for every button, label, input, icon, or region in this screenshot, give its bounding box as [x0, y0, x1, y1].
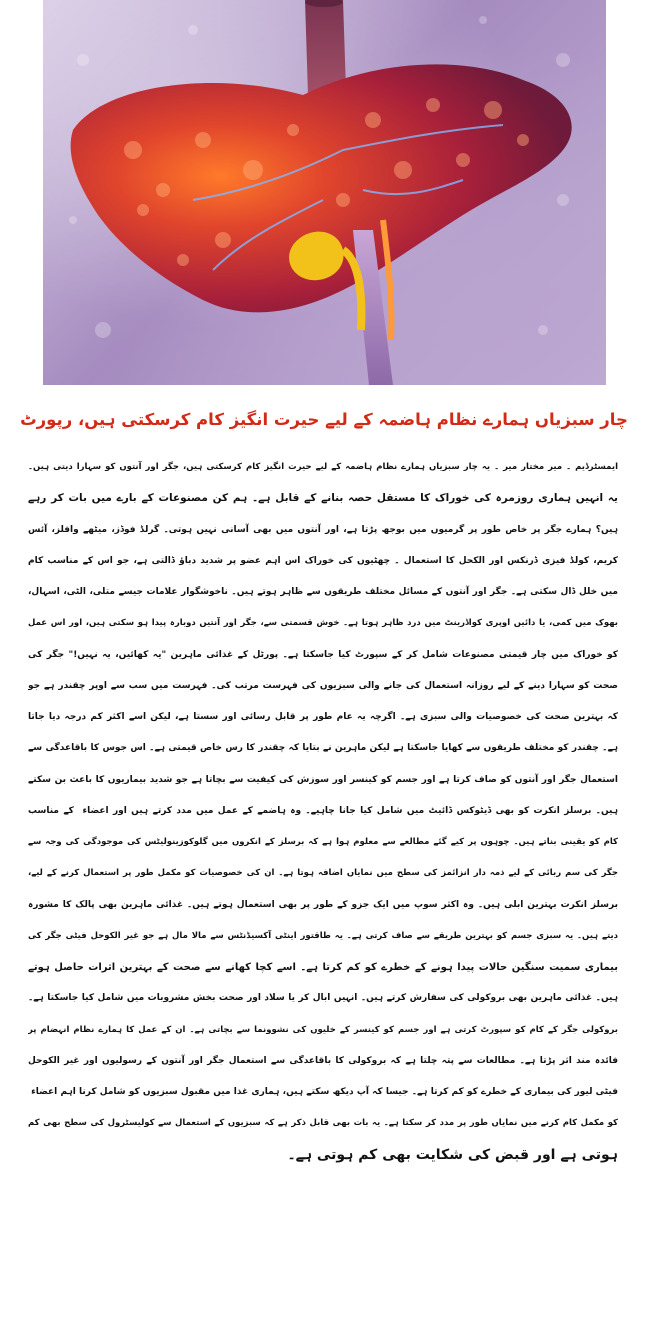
liver-illustration-icon: [43, 0, 606, 385]
article-line: فائدہ مند اثر پڑتا ہے۔ مطالعات سے پتہ چلتا ہے کہ بروکولی کا باقاعدگی سے استعمال جگر اور آنتوں کے رسولیوں اور غیر الکوحل: [28, 1055, 618, 1066]
article-line: برسلز انکرت بہترین ابلی ہیں۔ وہ اکثر سوپ میں ایک جزو کے طور پر بھی استعمال ہوتے ہیں۔ غذائی ماہرین بھی پالک کا مشورہ: [28, 899, 618, 910]
article-line: استعمال جگر اور آنتوں کو صاف کرتا ہے اور جسم کو کینسر اور سوزش کی کیفیت سے بچاتا ہے جو شدید بیماریوں کا باعث بن سکتے: [28, 774, 618, 785]
article-line: کریم، کولڈ فیزی ڈرنکس اور الکحل کا استعمال ۔ چھٹیوں کی خوراک اس اہم عضو پر شدید دباؤ ڈالتی ہے، جو اس کے مناسب کام: [28, 555, 618, 566]
article-line: بھوک میں کمی، یا دائیں اوپری کواڈرینٹ میں درد ظاہر ہوتا ہے۔ خوش قسمتی سے، جگر اور آنتیں دوبارہ پیدا ہو سکتی ہیں، اور اس عمل: [28, 618, 618, 629]
hero-image: [43, 0, 606, 385]
article-line: ہیں؟ ہمارے جگر پر خاص طور پر گرمیوں میں بوجھ پڑتا ہے، اور آنتوں میں بھی آسانی نہیں ہوتی۔ گرلڈ فوڈز، میٹھے وافلز، آئس: [28, 524, 618, 535]
article-line: میں خلل ڈال سکتی ہے۔ جگر اور آنتوں کے مسائل مختلف طریقوں سے ظاہر ہوتے ہیں۔ ناخوشگوار علامات جیسے متلی، الٹی، اسہال،: [28, 587, 618, 597]
article-line: بیماری سمیت سنگین حالات پیدا ہونے کے خطرے کو کم کرتا ہے۔ اسے کچا کھانے سے صحت کے بہترین اثرات حاصل ہوتے: [28, 962, 618, 973]
article-line: ہے۔ چقندر کو مختلف طریقوں سے کھایا جاسکتا ہے لیکن ماہرین نے بتایا کہ چقندر کا رس خاص قیمتی ہے۔ اس جوس کا باقاعدگی سے: [28, 743, 618, 754]
article-line: ہیں۔ غذائی ماہرین بھی بروکولی کی سفارش کرتے ہیں۔ انہیں ابال کر یا سلاد اور صحت بخش مشروبات میں شامل کیا جاسکتا ہے۔: [28, 993, 618, 1004]
article-line: کام کو یقینی بناتے ہیں۔ چوہوں پر کیے گئے مطالعے سے معلوم ہوا ہے کہ برسلز کے انکروں میں گلوکوزینولیٹس کی موجودگی کی وجہ سے: [28, 837, 618, 847]
article-body: [28, 452, 618, 1171]
article-line: ایمسٹرڈیم ۔ میر مختار میر ۔ یہ چار سبزیاں ہمارے نظام ہاضمہ کے لیے حیرت انگیز کام کرسکتی ہیں، جگر اور آنتوں کو سہارا دیتی ہیں۔: [28, 462, 618, 472]
article-line: یہ انہیں ہماری روزمرہ کی خوراک کا مستقل حصہ بنانے کے قابل ہے۔ ہم کن مصنوعات کے بارے میں بات کر رہے: [28, 492, 618, 505]
article-line: ہوتی ہے اور قبض کی شکایت بھی کم ہوتی ہے۔: [287, 1146, 618, 1163]
article-line: کو خوراک میں چار قیمتی مصنوعات شامل کر کے سپورٹ کیا جاسکتا ہے۔ پورٹل کے غذائی ماہرین "یہ کھائیں، یہ نہیں!" جگر کی: [28, 649, 618, 660]
article-line: بروکولی جگر کے کام کو سپورٹ کرتی ہے اور جسم کو کینسر کے خلیوں کی نشوونما سے بچاتی ہے۔ ان کے عمل کا ہمارے نظام انہضام پر: [28, 1024, 618, 1035]
article-line: صحت کو سہارا دینے کے لیے روزانہ استعمال کی جانے والی سبزیوں کی فہرست مرتب کی۔ فہرست میں سب سے اوپر چقندر ہے جو: [28, 680, 618, 691]
article-line: کو مکمل کام کرنے میں نمایاں طور پر مدد کر سکتا ہے۔ یہ بات بھی قابل ذکر ہے کہ سبزیوں کے استعمال سے کولیسٹرول کی سطح بھی کم: [28, 1118, 618, 1129]
article-line: دیتے ہیں۔ یہ سبزی جسم کو بہترین طریقے سے صاف کرتی ہے۔ یہ طاقتور اینٹی آکسیڈنٹس سے مالا مال ہے جو غیر الکوحل فیٹی جگر کی: [28, 930, 618, 941]
article-line: جگر کی سم ربائی کے لیے ذمہ دار انزائمز کی سطح میں نمایاں اضافہ ہوتا ہے۔ ان کی خصوصیات کو مکمل طور پر استعمال کرنے کے لیے،: [28, 868, 618, 879]
article-line: فیٹی لیور کی بیماری کے خطرے کو کم کرتا ہے۔ جیسا کہ آپ دیکھ سکتے ہیں، ہماری غذا میں مقبول سبزیوں کو شامل کرنا اہم اعضاء ￼: [28, 1087, 618, 1097]
article-headline: چار سبزیاں ہمارے نظام ہاضمہ کے لیے حیرت انگیز کام کرسکتی ہیں، رپورٹ: [20, 410, 628, 429]
article-line: ہیں۔ برسلز انکرت کو بھی ڈیٹوکس ڈائیٹ میں شامل کیا جانا چاہیے۔ وہ ہاضمے کے عمل میں مدد کرتے ہیں اور اعضاء ￼ کے مناسب: [28, 805, 618, 816]
article-line: کہ بہترین صحت کی خصوصیات والی سبزی ہے۔ اگرچہ یہ عام طور پر قابل رسائی اور سستا ہے، لیکن اسے اکثر کم درجہ دیا جاتا: [28, 712, 618, 722]
